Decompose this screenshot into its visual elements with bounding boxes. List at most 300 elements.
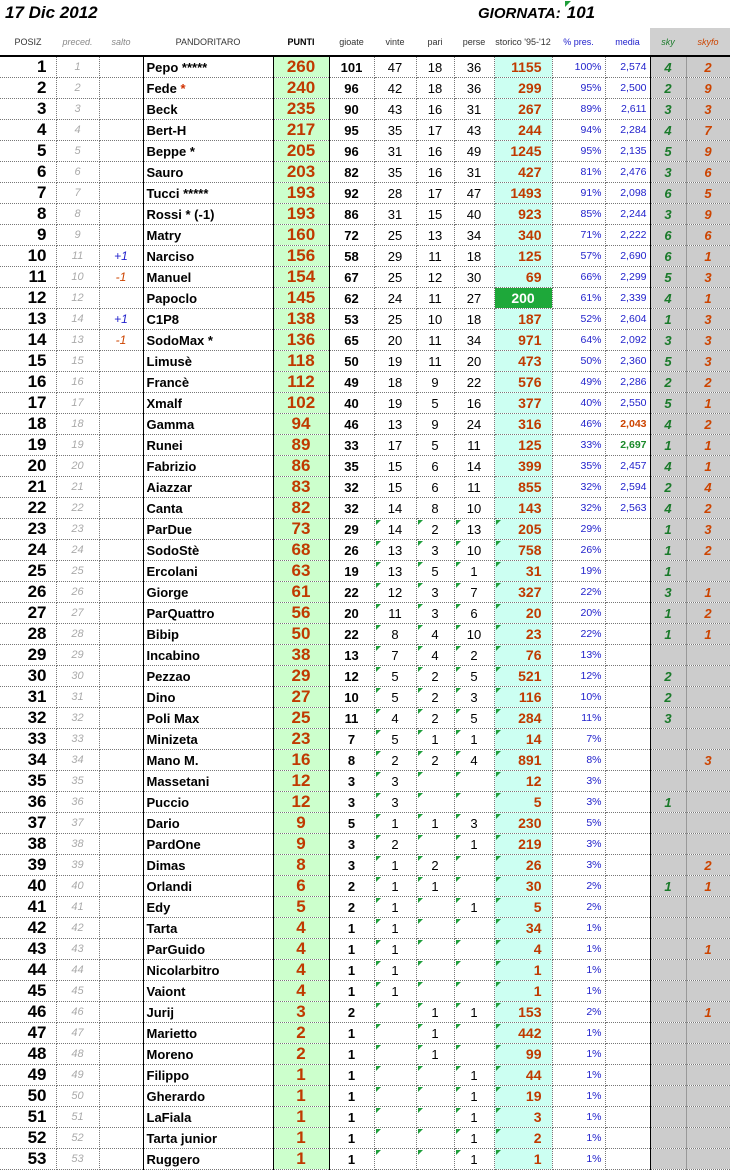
- won-cell: 42: [374, 78, 416, 99]
- skyfo-cell: 3: [686, 267, 730, 288]
- player-name: Bert-H: [146, 122, 187, 138]
- average-cell: 2,476: [605, 162, 650, 183]
- standings-table: [0, 28, 730, 1170]
- drawn-cell: 5: [416, 435, 454, 456]
- player-name-cell: [143, 561, 273, 582]
- previous-position-cell: 22: [56, 498, 99, 519]
- jump-cell: [99, 393, 143, 414]
- previous-position-cell: 50: [56, 1086, 99, 1107]
- skyfo-cell: 1: [686, 435, 730, 456]
- player-name: Gamma: [146, 416, 195, 432]
- lost-cell: 10: [454, 498, 494, 519]
- presence-cell: 1%: [552, 1107, 605, 1128]
- sky-cell: 3: [650, 99, 686, 120]
- presence-cell: 89%: [552, 99, 605, 120]
- player-name: Sauro: [146, 164, 184, 180]
- played-cell: 3: [329, 834, 374, 855]
- previous-position-cell: 32: [56, 708, 99, 729]
- jump-cell: [99, 645, 143, 666]
- table-row: [0, 99, 730, 120]
- sky-cell: 1: [650, 876, 686, 897]
- player-name-cell: [143, 162, 273, 183]
- skyfo-cell: 1: [686, 939, 730, 960]
- jump-cell: [99, 183, 143, 204]
- drawn-cell: 2: [416, 519, 454, 540]
- table-row: [0, 351, 730, 372]
- player-name-cell: [143, 834, 273, 855]
- jump-cell: [99, 708, 143, 729]
- played-cell: 2: [329, 876, 374, 897]
- history-cell: 23: [494, 624, 552, 645]
- player-name: ParDue: [146, 521, 193, 537]
- player-name: Dimas: [146, 857, 186, 873]
- points-cell: 217: [273, 120, 329, 141]
- player-name: Canta: [146, 500, 183, 516]
- player-name-cell: [143, 582, 273, 603]
- drawn-cell: 1: [416, 813, 454, 834]
- previous-position-cell: 29: [56, 645, 99, 666]
- history-cell: 44: [494, 1065, 552, 1086]
- won-cell: 13: [374, 414, 416, 435]
- lost-cell: 30: [454, 267, 494, 288]
- previous-position-cell: 7: [56, 183, 99, 204]
- history-cell: 5: [494, 897, 552, 918]
- skyfo-cell: 3: [686, 309, 730, 330]
- table-row: [0, 855, 730, 876]
- sky-cell: [650, 834, 686, 855]
- table-row: [0, 1086, 730, 1107]
- lost-cell: 1: [454, 897, 494, 918]
- table-row: [0, 1128, 730, 1149]
- won-cell: 4: [374, 708, 416, 729]
- skyfo-cell: 1: [686, 624, 730, 645]
- sky-cell: 6: [650, 246, 686, 267]
- average-cell: [605, 729, 650, 750]
- col-header-skyfo: skyfo: [686, 28, 730, 56]
- skyfo-cell: 2: [686, 498, 730, 519]
- average-cell: [605, 813, 650, 834]
- sky-cell: [650, 750, 686, 771]
- position-cell: 31: [0, 687, 56, 708]
- drawn-cell: 11: [416, 351, 454, 372]
- history-cell: 1155: [494, 56, 552, 78]
- skyfo-cell: [686, 1107, 730, 1128]
- position-cell: 41: [0, 897, 56, 918]
- player-name: LaFiala: [146, 1109, 192, 1125]
- history-cell: 76: [494, 645, 552, 666]
- sky-cell: 3: [650, 582, 686, 603]
- player-name: Tarta: [146, 920, 178, 936]
- drawn-cell: 10: [416, 309, 454, 330]
- lost-cell: 16: [454, 393, 494, 414]
- lost-cell: 1: [454, 1002, 494, 1023]
- won-cell: 35: [374, 162, 416, 183]
- history-cell: 205: [494, 519, 552, 540]
- player-name-cell: [143, 1086, 273, 1107]
- history-cell: 340: [494, 225, 552, 246]
- history-cell: 1: [494, 981, 552, 1002]
- table-row: [0, 183, 730, 204]
- history-cell: 153: [494, 1002, 552, 1023]
- points-cell: 61: [273, 582, 329, 603]
- previous-position-cell: 42: [56, 918, 99, 939]
- player-name-cell: [143, 1065, 273, 1086]
- previous-position-cell: 3: [56, 99, 99, 120]
- presence-cell: 22%: [552, 582, 605, 603]
- average-cell: [605, 645, 650, 666]
- won-cell: 25: [374, 225, 416, 246]
- history-cell: 1: [494, 960, 552, 981]
- lost-cell: 40: [454, 204, 494, 225]
- skyfo-cell: [686, 1044, 730, 1065]
- points-cell: 203: [273, 162, 329, 183]
- history-cell: 327: [494, 582, 552, 603]
- sky-cell: [650, 729, 686, 750]
- sky-cell: 1: [650, 624, 686, 645]
- played-cell: 8: [329, 750, 374, 771]
- jump-cell: [99, 456, 143, 477]
- position-cell: 18: [0, 414, 56, 435]
- played-cell: 32: [329, 498, 374, 519]
- player-name-cell: [143, 78, 273, 99]
- points-cell: 193: [273, 204, 329, 225]
- skyfo-cell: 1: [686, 1002, 730, 1023]
- previous-position-cell: 6: [56, 162, 99, 183]
- history-cell: 2: [494, 1128, 552, 1149]
- position-cell: 40: [0, 876, 56, 897]
- points-cell: 160: [273, 225, 329, 246]
- player-name: Bibip: [146, 626, 179, 642]
- played-cell: 1: [329, 1044, 374, 1065]
- average-cell: 2,690: [605, 246, 650, 267]
- history-cell: 5: [494, 792, 552, 813]
- played-cell: 101: [329, 56, 374, 78]
- position-cell: 20: [0, 456, 56, 477]
- drawn-cell: 1: [416, 1002, 454, 1023]
- points-cell: 82: [273, 498, 329, 519]
- skyfo-cell: 3: [686, 519, 730, 540]
- position-cell: 2: [0, 78, 56, 99]
- position-cell: 44: [0, 960, 56, 981]
- sky-cell: [650, 1086, 686, 1107]
- player-name: Edy: [146, 899, 171, 915]
- average-cell: [605, 960, 650, 981]
- player-name-cell: [143, 1023, 273, 1044]
- points-cell: 23: [273, 729, 329, 750]
- previous-position-cell: 35: [56, 771, 99, 792]
- points-cell: 4: [273, 960, 329, 981]
- played-cell: 2: [329, 897, 374, 918]
- history-cell: 855: [494, 477, 552, 498]
- sky-cell: [650, 918, 686, 939]
- player-name: Mano M.: [146, 752, 199, 768]
- previous-position-cell: 43: [56, 939, 99, 960]
- won-cell: [374, 1128, 416, 1149]
- presence-cell: 7%: [552, 729, 605, 750]
- presence-cell: 3%: [552, 834, 605, 855]
- drawn-cell: 4: [416, 645, 454, 666]
- drawn-cell: [416, 771, 454, 792]
- player-name-cell: [143, 1044, 273, 1065]
- player-name-cell: [143, 1107, 273, 1128]
- jump-cell: [99, 477, 143, 498]
- player-name-cell: [143, 729, 273, 750]
- presence-cell: 64%: [552, 330, 605, 351]
- presence-cell: 3%: [552, 855, 605, 876]
- played-cell: 3: [329, 792, 374, 813]
- skyfo-cell: [686, 561, 730, 582]
- points-cell: 9: [273, 813, 329, 834]
- skyfo-cell: 2: [686, 855, 730, 876]
- average-cell: [605, 540, 650, 561]
- sky-cell: 5: [650, 351, 686, 372]
- history-cell: 1493: [494, 183, 552, 204]
- lost-cell: 3: [454, 813, 494, 834]
- table-row: [0, 813, 730, 834]
- sky-cell: 3: [650, 708, 686, 729]
- played-cell: 1: [329, 1107, 374, 1128]
- player-name-cell: [143, 141, 273, 162]
- table-row: [0, 876, 730, 897]
- position-cell: 35: [0, 771, 56, 792]
- presence-cell: 81%: [552, 162, 605, 183]
- player-name: Incabino: [146, 647, 200, 663]
- presence-cell: 50%: [552, 351, 605, 372]
- presence-cell: 2%: [552, 897, 605, 918]
- table-row: [0, 624, 730, 645]
- position-cell: 10: [0, 246, 56, 267]
- header-row: [0, 28, 730, 56]
- average-cell: [605, 687, 650, 708]
- col-header-gioate: gioate: [329, 28, 374, 56]
- history-cell: 521: [494, 666, 552, 687]
- won-cell: 13: [374, 540, 416, 561]
- presence-cell: 3%: [552, 771, 605, 792]
- presence-cell: 46%: [552, 414, 605, 435]
- won-cell: [374, 1086, 416, 1107]
- sky-cell: 4: [650, 56, 686, 78]
- lost-cell: 47: [454, 183, 494, 204]
- played-cell: 82: [329, 162, 374, 183]
- drawn-cell: 1: [416, 876, 454, 897]
- position-cell: 34: [0, 750, 56, 771]
- points-cell: 25: [273, 708, 329, 729]
- history-cell: 20: [494, 603, 552, 624]
- average-cell: 2,222: [605, 225, 650, 246]
- table-row: [0, 939, 730, 960]
- played-cell: 1: [329, 1023, 374, 1044]
- won-cell: 3: [374, 771, 416, 792]
- skyfo-cell: [686, 729, 730, 750]
- table-row: [0, 414, 730, 435]
- presence-cell: 71%: [552, 225, 605, 246]
- points-cell: 240: [273, 78, 329, 99]
- played-cell: 67: [329, 267, 374, 288]
- player-name: Xmalf: [146, 395, 182, 411]
- skyfo-cell: [686, 1086, 730, 1107]
- presence-cell: 1%: [552, 1149, 605, 1170]
- jump-cell: +1: [99, 309, 143, 330]
- won-cell: 20: [374, 330, 416, 351]
- points-cell: 56: [273, 603, 329, 624]
- history-cell: 116: [494, 687, 552, 708]
- player-name: Runei: [146, 437, 183, 453]
- jump-cell: [99, 1086, 143, 1107]
- table-row: [0, 330, 730, 351]
- history-cell: 473: [494, 351, 552, 372]
- position-cell: 26: [0, 582, 56, 603]
- played-cell: 90: [329, 99, 374, 120]
- lost-cell: [454, 1023, 494, 1044]
- drawn-cell: 1: [416, 1044, 454, 1065]
- player-name: Fabrizio: [146, 458, 197, 474]
- won-cell: [374, 1044, 416, 1065]
- average-cell: 2,574: [605, 56, 650, 78]
- player-name-cell: [143, 939, 273, 960]
- position-cell: 17: [0, 393, 56, 414]
- player-name-cell: [143, 120, 273, 141]
- presence-cell: 29%: [552, 519, 605, 540]
- history-cell: 230: [494, 813, 552, 834]
- lost-cell: [454, 939, 494, 960]
- drawn-cell: 18: [416, 78, 454, 99]
- history-cell: 143: [494, 498, 552, 519]
- drawn-cell: [416, 939, 454, 960]
- drawn-cell: 16: [416, 141, 454, 162]
- presence-cell: 11%: [552, 708, 605, 729]
- skyfo-cell: 1: [686, 876, 730, 897]
- average-cell: [605, 897, 650, 918]
- jump-cell: [99, 540, 143, 561]
- previous-position-cell: 19: [56, 435, 99, 456]
- points-cell: 5: [273, 897, 329, 918]
- history-cell: 399: [494, 456, 552, 477]
- average-cell: [605, 792, 650, 813]
- skyfo-cell: 1: [686, 246, 730, 267]
- skyfo-cell: [686, 771, 730, 792]
- previous-position-cell: 17: [56, 393, 99, 414]
- previous-position-cell: 16: [56, 372, 99, 393]
- played-cell: 35: [329, 456, 374, 477]
- sky-cell: 4: [650, 288, 686, 309]
- position-cell: 12: [0, 288, 56, 309]
- jump-cell: [99, 729, 143, 750]
- sky-cell: [650, 855, 686, 876]
- played-cell: 96: [329, 141, 374, 162]
- presence-cell: 32%: [552, 477, 605, 498]
- lost-cell: 1: [454, 1107, 494, 1128]
- table-row: [0, 981, 730, 1002]
- col-header-vinte: vinte: [374, 28, 416, 56]
- jump-cell: [99, 435, 143, 456]
- points-cell: 145: [273, 288, 329, 309]
- previous-position-cell: 24: [56, 540, 99, 561]
- skyfo-cell: 3: [686, 99, 730, 120]
- position-cell: 52: [0, 1128, 56, 1149]
- giornata-number: 101: [566, 3, 596, 22]
- skyfo-cell: [686, 1128, 730, 1149]
- previous-position-cell: 36: [56, 792, 99, 813]
- player-name-cell: [143, 708, 273, 729]
- previous-position-cell: 47: [56, 1023, 99, 1044]
- player-name-cell: [143, 498, 273, 519]
- previous-position-cell: 52: [56, 1128, 99, 1149]
- skyfo-cell: 5: [686, 183, 730, 204]
- average-cell: [605, 708, 650, 729]
- col-header-pari: pari: [416, 28, 454, 56]
- lost-cell: 1: [454, 1128, 494, 1149]
- played-cell: 2: [329, 1002, 374, 1023]
- sky-cell: 5: [650, 141, 686, 162]
- sky-cell: [650, 771, 686, 792]
- jump-cell: [99, 918, 143, 939]
- jump-cell: [99, 1002, 143, 1023]
- average-cell: 2,550: [605, 393, 650, 414]
- jump-cell: [99, 414, 143, 435]
- drawn-cell: 5: [416, 561, 454, 582]
- won-cell: 24: [374, 288, 416, 309]
- average-cell: 2,286: [605, 372, 650, 393]
- skyfo-cell: 1: [686, 393, 730, 414]
- player-name: ParQuattro: [146, 605, 215, 621]
- player-name-cell: [143, 477, 273, 498]
- played-cell: 7: [329, 729, 374, 750]
- position-cell: 11: [0, 267, 56, 288]
- won-cell: 29: [374, 246, 416, 267]
- jump-cell: -1: [99, 267, 143, 288]
- position-cell: 42: [0, 918, 56, 939]
- table-row: [0, 918, 730, 939]
- history-cell: 30: [494, 876, 552, 897]
- jump-cell: [99, 1128, 143, 1149]
- history-cell: 1245: [494, 141, 552, 162]
- player-name-cell: [143, 855, 273, 876]
- average-cell: [605, 561, 650, 582]
- table-row: [0, 56, 730, 78]
- drawn-cell: 3: [416, 582, 454, 603]
- won-cell: 25: [374, 267, 416, 288]
- previous-position-cell: 12: [56, 288, 99, 309]
- drawn-cell: 2: [416, 708, 454, 729]
- skyfo-cell: 9: [686, 78, 730, 99]
- drawn-cell: 17: [416, 183, 454, 204]
- lost-cell: 43: [454, 120, 494, 141]
- previous-position-cell: 4: [56, 120, 99, 141]
- position-cell: 46: [0, 1002, 56, 1023]
- previous-position-cell: 9: [56, 225, 99, 246]
- drawn-cell: 1: [416, 729, 454, 750]
- lost-cell: 1: [454, 1065, 494, 1086]
- player-name-cell: [143, 519, 273, 540]
- table-row: [0, 477, 730, 498]
- average-cell: 2,135: [605, 141, 650, 162]
- skyfo-cell: 3: [686, 330, 730, 351]
- drawn-cell: 15: [416, 204, 454, 225]
- played-cell: 96: [329, 78, 374, 99]
- jump-cell: [99, 981, 143, 1002]
- presence-cell: 32%: [552, 498, 605, 519]
- played-cell: 1: [329, 960, 374, 981]
- drawn-cell: 16: [416, 99, 454, 120]
- lost-cell: 34: [454, 225, 494, 246]
- presence-cell: 1%: [552, 918, 605, 939]
- drawn-cell: 3: [416, 603, 454, 624]
- skyfo-cell: 3: [686, 351, 730, 372]
- played-cell: 19: [329, 561, 374, 582]
- player-name-cell: [143, 330, 273, 351]
- played-cell: 1: [329, 939, 374, 960]
- lost-cell: 3: [454, 687, 494, 708]
